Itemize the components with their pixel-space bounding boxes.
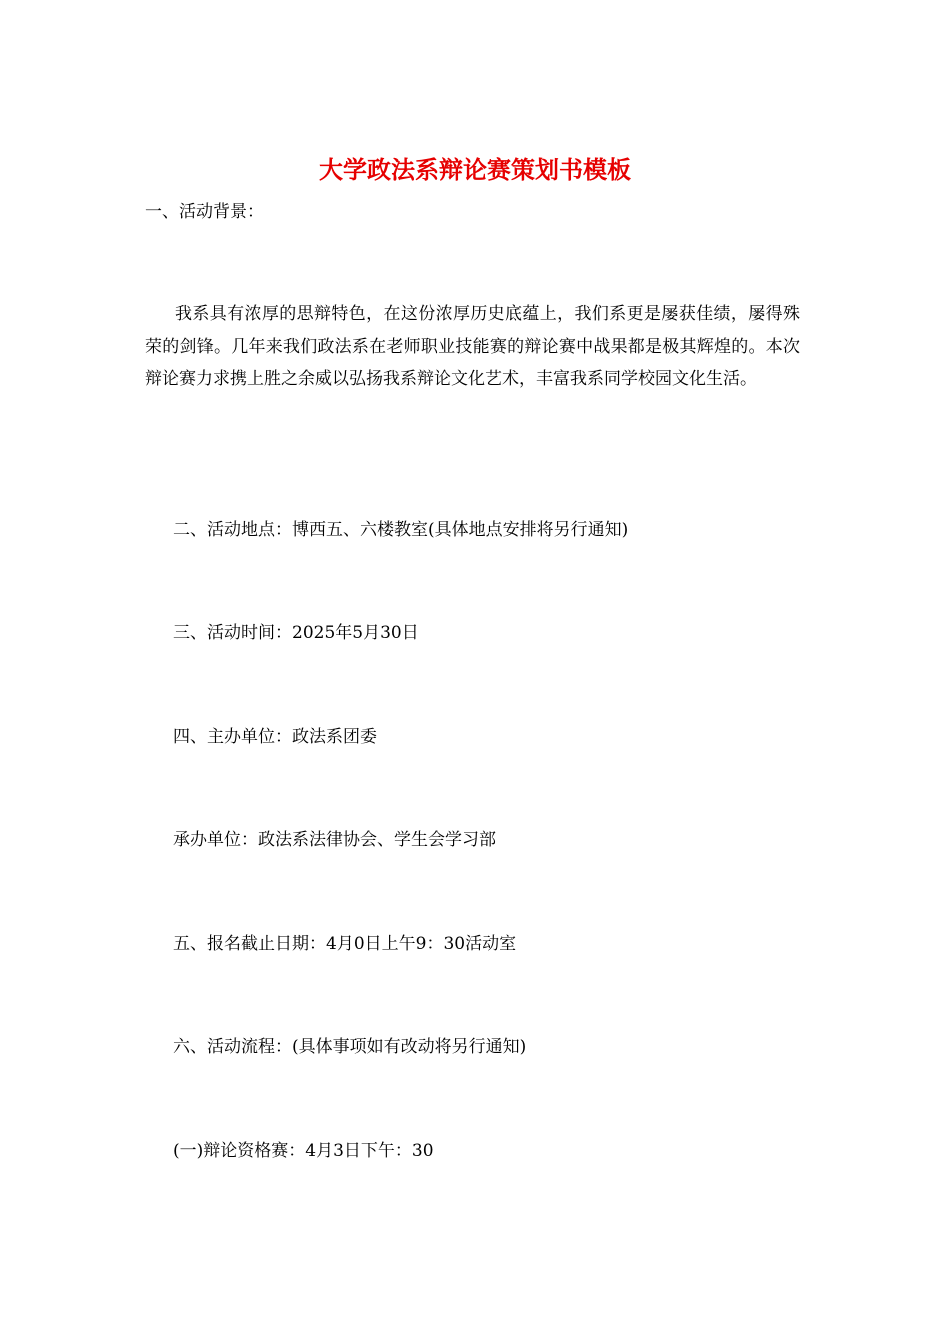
- section-background-body: 我系具有浓厚的思辩特色，在这份浓厚历史底蕴上，我们系更是屡获佳绩，屡得殊荣的剑锋。几年来我们政法系在老师职业技能赛的辩论赛中战果都是极其辉煌的。本次辩论赛力求携上胜之余威以弘扬我系辩论文化艺术，丰富我系同学校园文化生活。: [145, 304, 800, 389]
- section-background-heading: 一、活动背景：: [145, 202, 264, 222]
- section-location: 二、活动地点：博西五、六楼教室(具体地点安排将另行通知): [173, 520, 629, 540]
- section-host: 四、主办单位：政法系团委: [173, 727, 377, 747]
- document-title: 大学政法系辩论赛策划书模板: [319, 155, 631, 184]
- subsection-qualifier: (一)辩论资格赛：4月3日下午：30: [173, 1141, 434, 1161]
- section-time: 三、活动时间：2025年5月30日: [173, 623, 419, 643]
- section-process: 六、活动流程：(具体事项如有改动将另行通知): [173, 1037, 527, 1057]
- section-deadline: 五、报名截止日期：4月0日上午9：30活动室: [173, 934, 517, 954]
- section-organizer: 承办单位：政法系法律协会、学生会学习部: [173, 830, 496, 850]
